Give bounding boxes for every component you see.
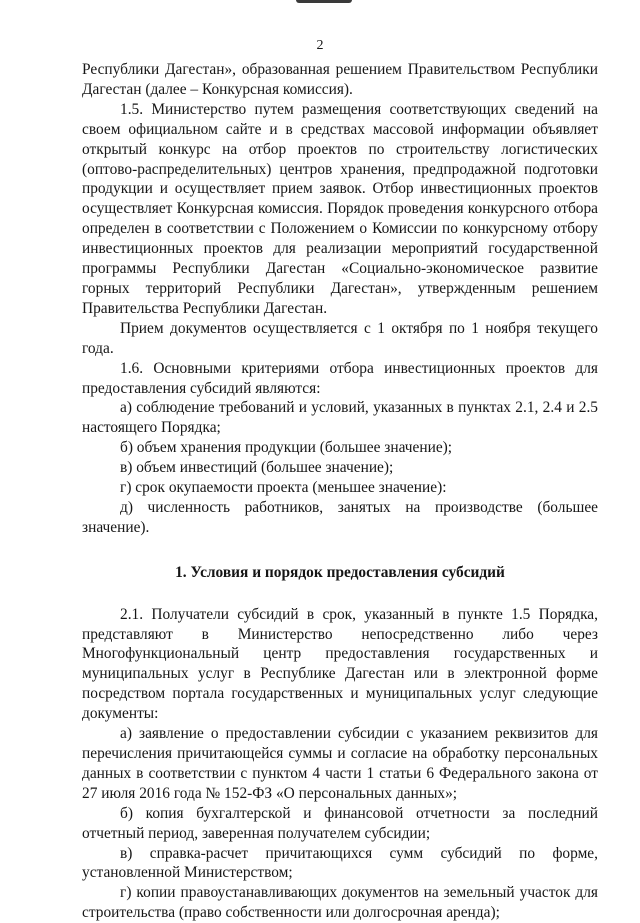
scan-edge-mark [296,0,352,3]
section-heading: 1. Условия и порядок предоставления субсидий [175,563,505,581]
paragraph-document-intake: Прием документов осуществляется с 1 октября по 1 ноября текущего года. [82,319,598,357]
page-number: 2 [316,38,324,53]
paragraph-1-6: 1.6. Основными критериями отбора инвестиционных проектов для предоставления субсидий являются: [82,359,598,397]
paragraph-2-1-line-3: Многофункциональный центр предоставления государственных и [82,645,598,663]
criteria-item-a: а) соблюдение требований и условий, указанных в пунктах 2.1, 2.4 и 2.5 настоящего Порядка; [82,399,598,437]
document-item-a: а) заявление о предоставлении субсидии с указанием реквизитов для перечисления причитающейся суммы и согласие на обработку персональных данных в соответствии с пунктом 4 части 1 статьи 6 Федерального закона от 27 июля 2016 года № 152-ФЗ «О персональных данных»; [82,725,598,802]
document-item-b: б) копия бухгалтерской и финансовой отчетности за последний отчетный период, заверенная получателем субсидии; [82,804,598,842]
paragraph-commission-continuation: Республики Дагестан», образованная решением Правительством Республики Дагестан (далее – Конкурсная комиссия). [82,61,598,98]
document-item-v: в) справка-расчет причитающихся сумм субсидий по форме, установленной Министерством; [82,844,598,882]
document-body [82,60,598,923]
criteria-item-b: б) объем хранения продукции (большее значение); [120,439,453,457]
document-item-g: г) копии правоустанавливающих документов на земельный участок для строительства (право собственности или долгосрочная аренда); [82,884,598,922]
criteria-item-g: г) срок окупаемости проекта (меньшее значение): [120,479,447,497]
criteria-item-d: д) численность работников, занятых на производстве (большее значение). [82,498,598,536]
paragraph-2-1-rest: муниципальных услуг в Республике Дагестан или в электронной форме посредством портала государственных и муниципальных услуг следующие документы: [82,665,598,723]
criteria-item-v: в) объем инвестиций (большее значение); [120,459,394,477]
paragraph-2-1-line-1: 2.1. Получатели субсидий в срок, указанный в пункте 1.5 Порядка, [120,605,598,623]
paragraph-2-1-line-2: представляют в Министерство непосредственно либо через [82,625,598,643]
paragraph-1-5: 1.5. Министерство путем размещения соответствующих сведений на своем официальном сайте и в средствах массовой информации объявляет открытый конкурс на отбор проектов по строительству логистических (оптово-распределительных) центров хранения, предпродажной подготовки продукции и осуществляет прием заявок. Отбор инвестиционных проектов осуществляет Конкурсная комиссия. Порядок проведения конкурсного отбора определен в соответствии с Положением о Комиссии по конкурсному отбору инвестиционных проектов для реализации мероприятий государственной программы Республики Дагестан «Социально-экономическое развитие горных территорий Республики Дагестан», утвержденным решением Правительства Республики Дагестан. [82,100,598,317]
